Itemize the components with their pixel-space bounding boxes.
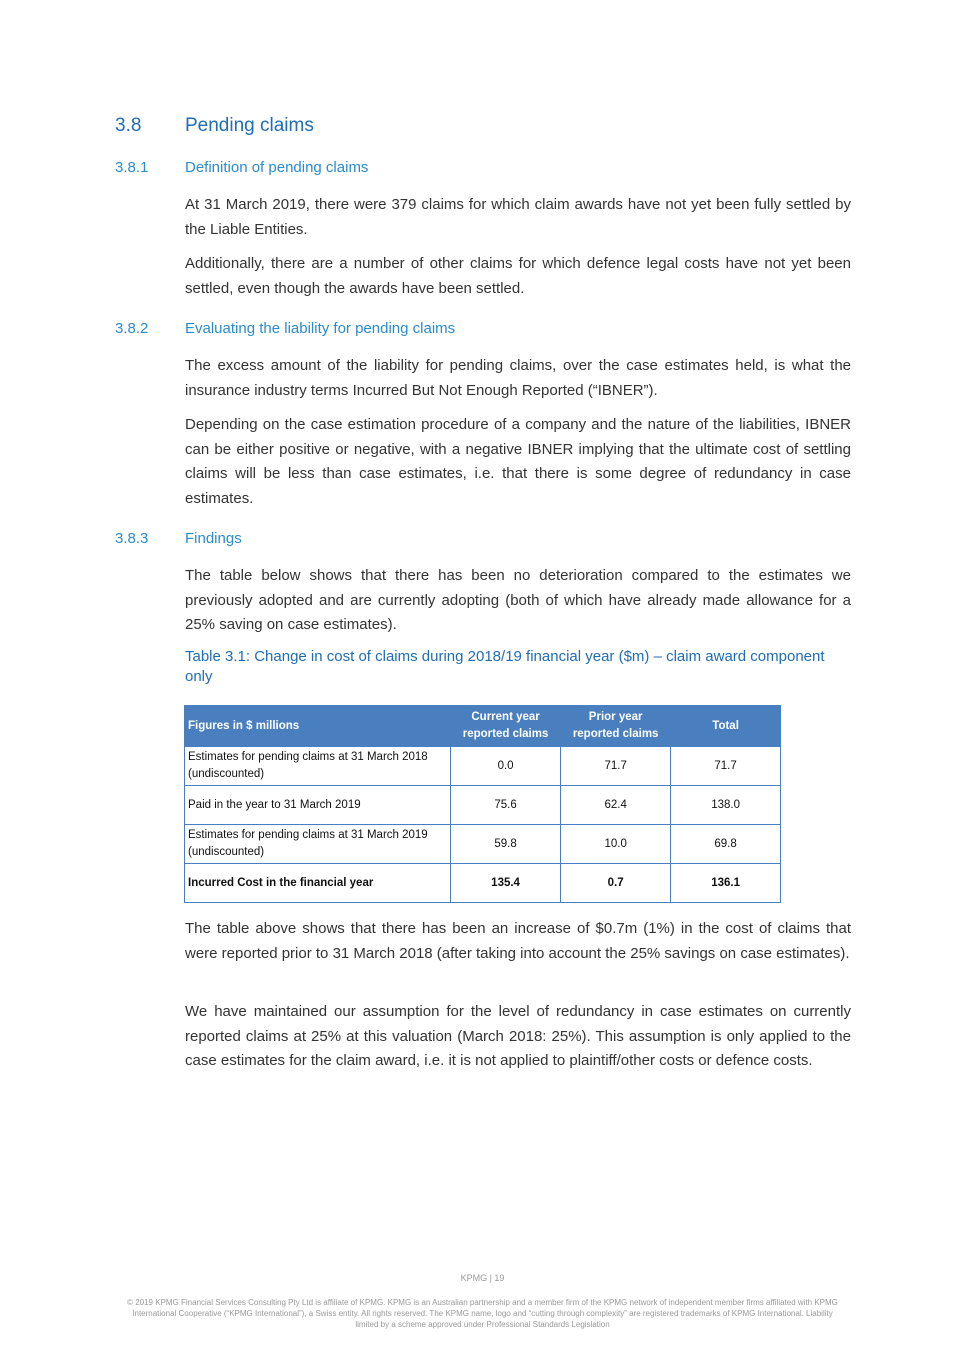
cell-value: 0.7 <box>561 864 671 903</box>
cell-value: 62.4 <box>561 786 671 825</box>
paragraph: Additionally, there are a number of other claims for which defence legal costs have not yet been settled, even though the awards have been settled. <box>185 255 851 297</box>
table-caption: Table 3.1: Change in cost of claims during 2018/19 financial year ($m) – claim award component only <box>185 648 825 685</box>
subsection-number: 3.8.1 <box>115 159 149 176</box>
row-label: Estimates for pending claims at 31 March 2019 (undiscounted) <box>185 825 451 864</box>
paragraph: Depending on the case estimation procedure of a company and the nature of the liabilities, IBNER can be either positive or negative, with a negative IBNER implying that the ultimate cost of settling claims will be less than case estimates, i.e. that there is some degree of redundancy in case estimates. <box>185 416 851 507</box>
table-header-row <box>185 706 781 747</box>
table-row <box>185 786 781 825</box>
paragraph: The table below shows that there has been no deterioration compared to the estimates we previously adopted and are currently adopting (both of which have already made allowance for a 25% saving on case estimates). <box>185 567 851 633</box>
cell-value: 75.6 <box>451 786 561 825</box>
column-header: Figures in $ millions <box>185 706 451 747</box>
legal-notice: © 2019 KPMG Financial Services Consulting Pty Ltd is affiliate of KPMG. KPMG is an Australian partnership and a member firm of the KPMG network of independent member firms affiliated with KPMG International Cooperative (“KPMG International”), a Swiss entity. All rights reserved. The KPMG name, logo and “cutting through complexity” are registered trademarks of KPMG International. Liability limited by a scheme approved under Professional Standards Legislation <box>127 1298 838 1329</box>
paragraph: We have maintained our assumption for the level of redundancy in case estimates on currently reported claims at 25% at this valuation (March 2018: 25%). This assumption is only applied to the case estimates for the claim award, i.e. it is not applied to plaintiff/other costs or defence costs. <box>185 1003 851 1069</box>
column-header: Prior year reported claims <box>561 706 671 747</box>
paragraph: At 31 March 2019, there were 379 claims for which claim awards have not yet been fully settled by the Liable Entities. <box>185 196 851 238</box>
cell-value: 10.0 <box>561 825 671 864</box>
subsection-number: 3.8.3 <box>115 530 149 547</box>
table-total-row <box>185 864 781 903</box>
table-row <box>185 825 781 864</box>
subsection-title: Definition of pending claims <box>185 159 369 176</box>
row-label: Estimates for pending claims at 31 March 2018 (undiscounted) <box>185 747 451 786</box>
cell-value: 135.4 <box>451 864 561 903</box>
section-number: 3.8 <box>115 115 142 136</box>
cell-value: 138.0 <box>671 786 781 825</box>
cost-of-claims-table <box>184 705 781 903</box>
subsection-title: Findings <box>185 530 242 547</box>
paragraph: The table above shows that there has been an increase of $0.7m (1%) in the cost of claims that were reported prior to 31 March 2018 (after taking into account the 25% savings on case estimates). <box>185 920 851 962</box>
cell-value: 59.8 <box>451 825 561 864</box>
cell-value: 69.8 <box>671 825 781 864</box>
section-title: Pending claims <box>185 115 314 136</box>
column-header: Current year reported claims <box>451 706 561 747</box>
subsection-title: Evaluating the liability for pending claims <box>185 320 456 337</box>
row-label: Paid in the year to 31 March 2019 <box>185 786 451 825</box>
cell-value: 0.0 <box>451 747 561 786</box>
subsection-number: 3.8.2 <box>115 320 149 337</box>
page-number: KPMG | 19 <box>460 1273 505 1283</box>
table-row <box>185 747 781 786</box>
cell-value: 71.7 <box>561 747 671 786</box>
cell-value: 71.7 <box>671 747 781 786</box>
column-header: Total <box>671 706 781 747</box>
paragraph: The excess amount of the liability for pending claims, over the case estimates held, is what the insurance industry terms Incurred But Not Enough Reported (“IBNER”). <box>185 357 851 399</box>
row-label: Incurred Cost in the financial year <box>185 864 451 903</box>
cell-value: 136.1 <box>671 864 781 903</box>
